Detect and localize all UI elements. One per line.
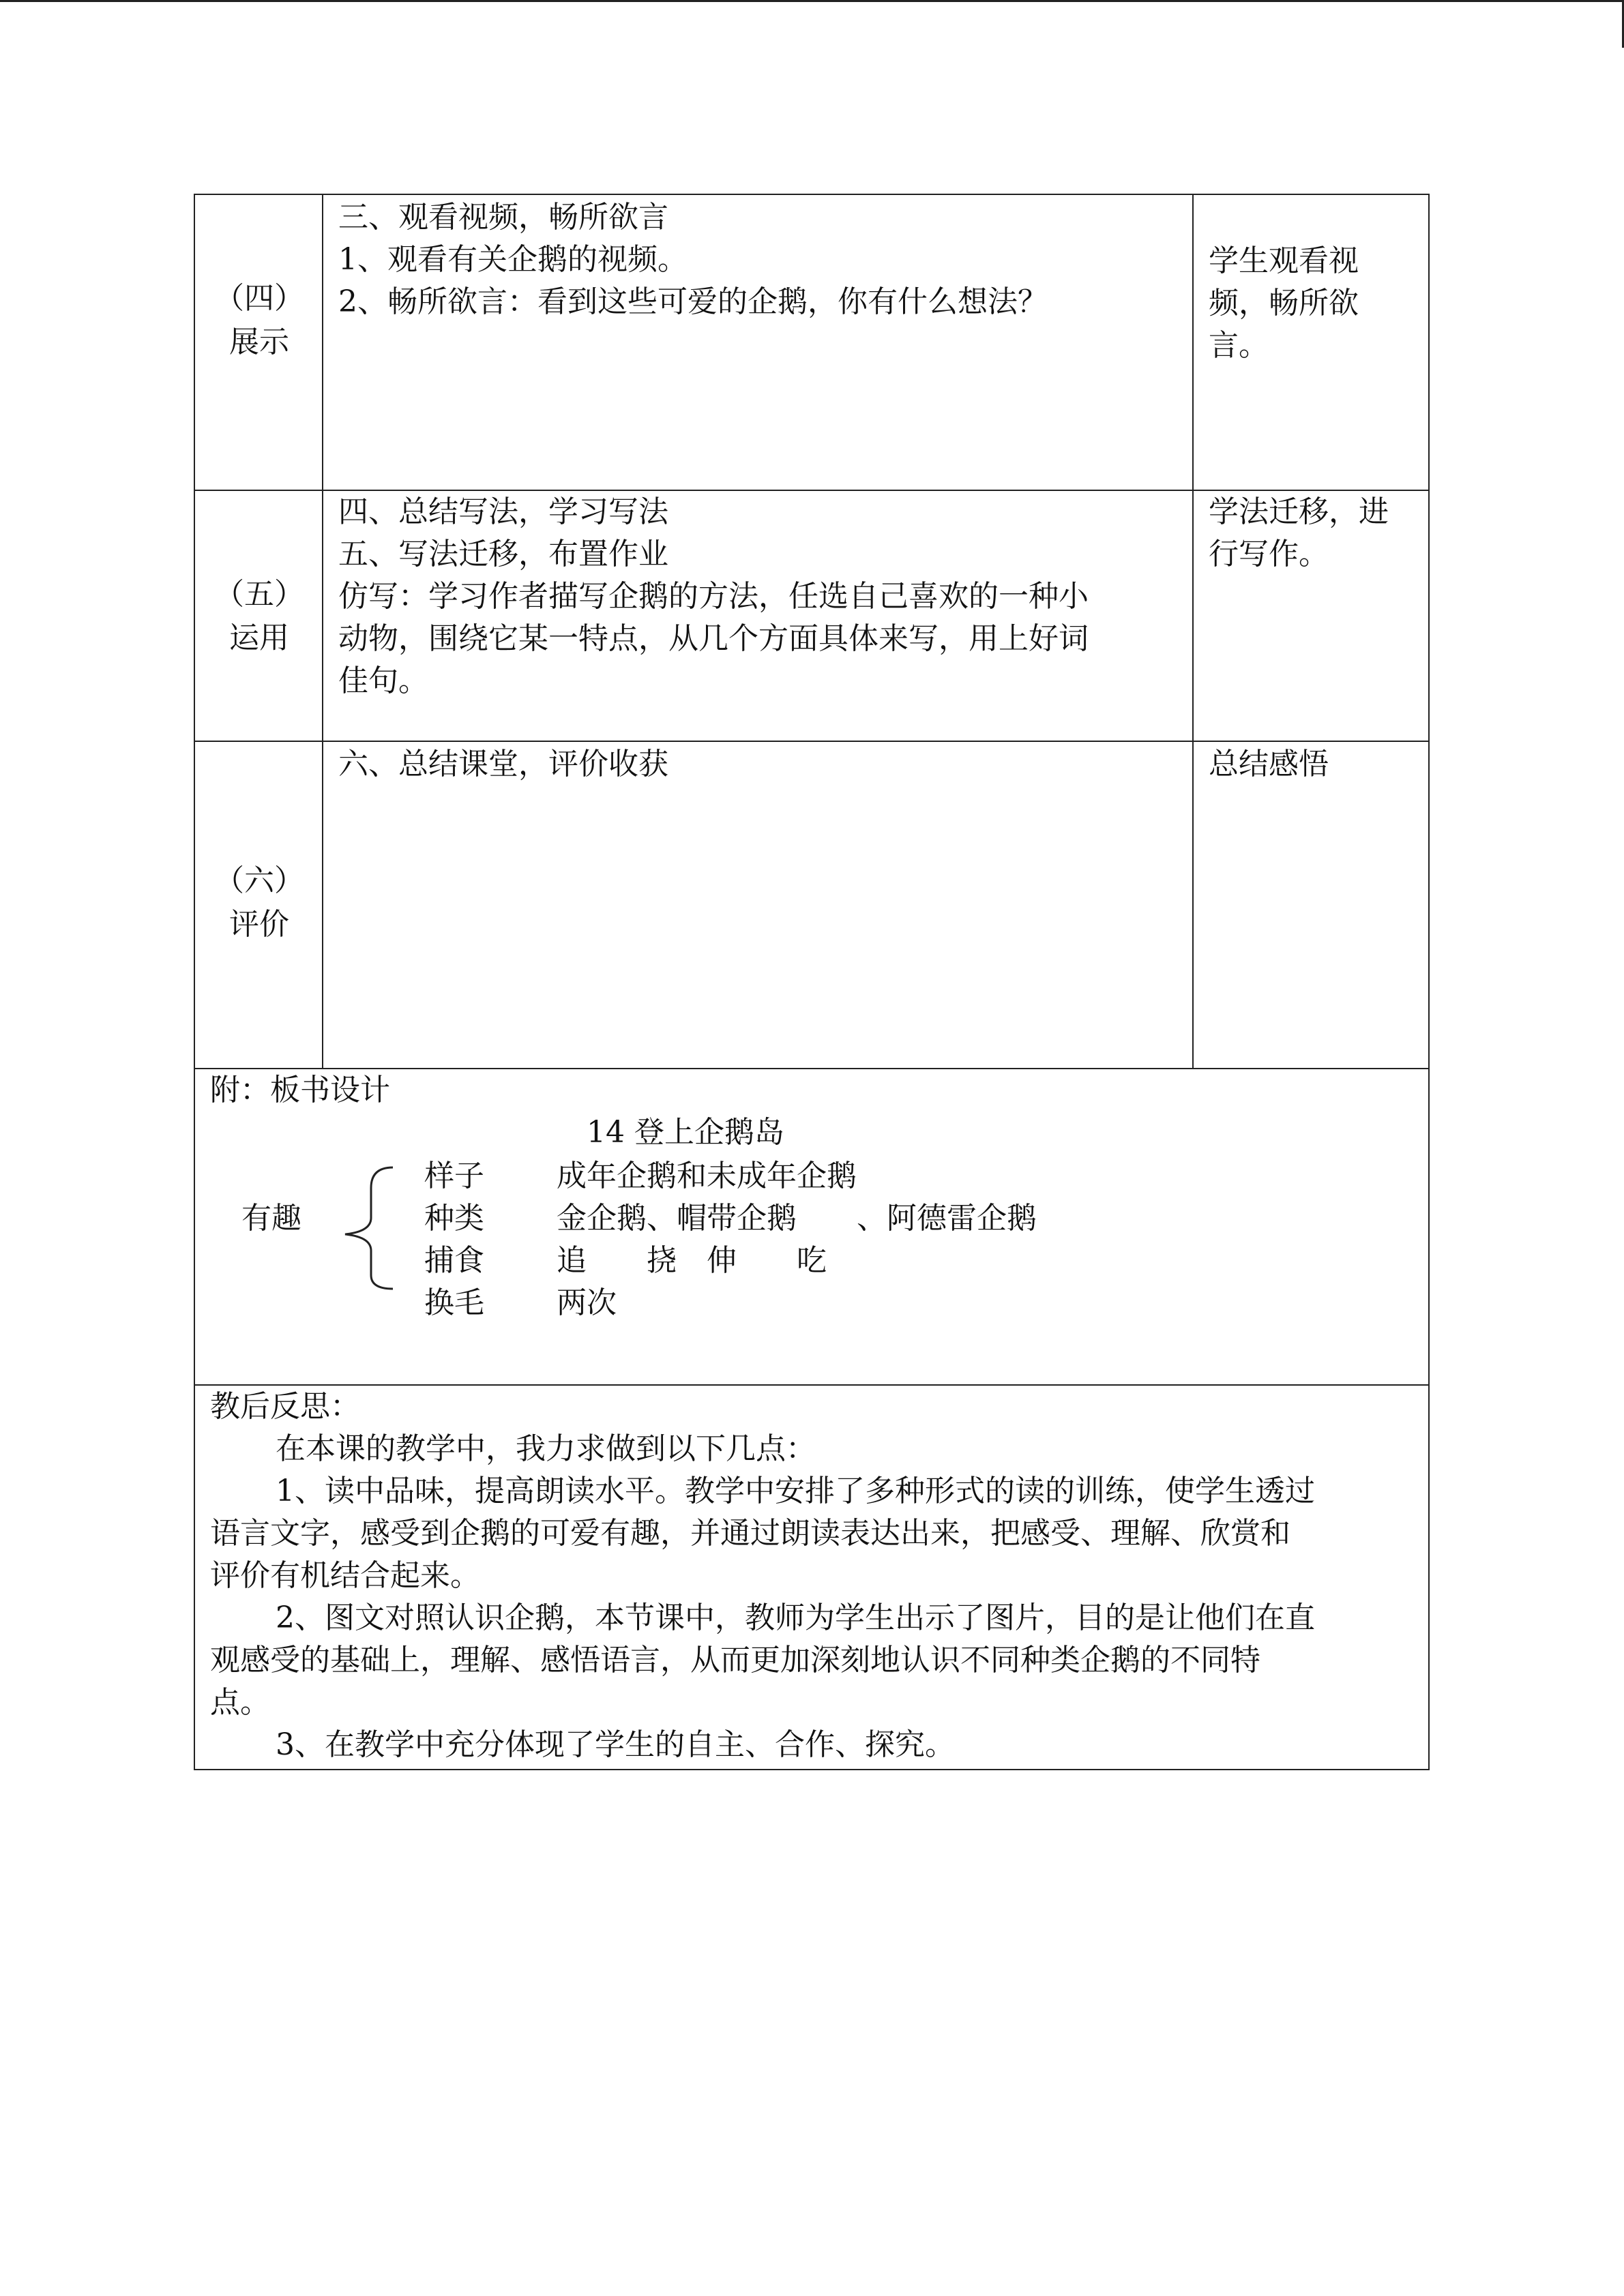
stage-label-name: 运用 (229, 621, 289, 655)
row-display (194, 194, 1430, 491)
student-line: 行写作。 (1209, 537, 1329, 571)
teacher-line: 四、总结写法，学习写法 (338, 494, 668, 529)
lesson-plan-table (194, 194, 1430, 1770)
board-heading: 附：板书设计 (210, 1073, 390, 1107)
reflection-section (194, 1384, 1430, 1770)
reflection-line: 1、读中品味，提高朗读水平。教学中安排了多种形式的读的训练，使学生透过 (276, 1474, 1315, 1508)
student-line: 总结感悟 (1209, 747, 1329, 781)
curly-brace-icon (331, 1159, 407, 1296)
reflection-line: 3、在教学中充分体现了学生的自主、合作、探究。 (276, 1727, 955, 1762)
board-branch-content: 两次 (557, 1285, 617, 1320)
reflection-line: 点。 (210, 1685, 270, 1720)
stage-label-number: （四） (214, 281, 304, 316)
student-line: 学生观看视 (1209, 243, 1359, 278)
page-top-border (0, 0, 1624, 2)
teacher-line: 仿写：学习作者描写企鹅的方法，任选自己喜欢的一种小 (338, 579, 1089, 614)
stage-label-name: 评价 (229, 907, 289, 942)
board-branch-content: 追 挠 伸 吃 (557, 1243, 827, 1278)
stage-label-number: （五） (214, 577, 304, 612)
board-branch-label: 样子 (424, 1159, 484, 1193)
teacher-line: 三、观看视频，畅所欲言 (338, 200, 668, 235)
board-root-label: 有趣 (241, 1201, 301, 1236)
teacher-line: 动物，围绕它某一特点，从几个方面具体来写，用上好词 (338, 621, 1089, 656)
row-evaluate (194, 741, 1430, 1069)
board-branch-content: 成年企鹅和未成年企鹅 (557, 1159, 857, 1193)
board-branch-label: 捕食 (424, 1243, 484, 1278)
teacher-line: 2、畅所欲言：看到这些可爱的企鹅，你有什么想法？ (338, 284, 1048, 319)
teacher-line: 六、总结课堂，评价收获 (338, 747, 668, 781)
reflection-heading: 教后反思： (210, 1389, 360, 1424)
student-cell (1192, 741, 1430, 1069)
stage-label-number: （六） (214, 863, 304, 898)
student-line: 频，畅所欲 (1209, 286, 1359, 320)
student-line: 言。 (1209, 328, 1269, 363)
teacher-line: 1、观看有关企鹅的视频。 (338, 242, 688, 277)
board-branch-content: 金企鹅、帽带企鹅 、阿德雷企鹅 (557, 1201, 1037, 1236)
board-branch-label: 换毛 (424, 1285, 484, 1320)
teacher-line: 五、写法迁移，布置作业 (338, 537, 668, 571)
reflection-line: 在本课的教学中，我力求做到以下几点： (276, 1431, 816, 1466)
reflection-line: 语言文字，感受到企鹅的可爱有趣，并通过朗读表达出来，把感受、理解、欣赏和 (210, 1516, 1290, 1551)
row-apply (194, 490, 1430, 742)
teacher-line: 佳句。 (338, 664, 428, 698)
stage-label-name: 展示 (229, 325, 289, 359)
board-title: 14 登上企鹅岛 (587, 1115, 784, 1150)
student-line: 学法迁移，进 (1209, 494, 1389, 529)
board-design-section (194, 1068, 1430, 1386)
board-branch-label: 种类 (424, 1201, 484, 1236)
reflection-line: 2、图文对照认识企鹅，本节课中，教师为学生出示了图片，目的是让他们在直 (276, 1600, 1315, 1635)
reflection-line: 评价有机结合起来。 (210, 1558, 480, 1593)
reflection-line: 观感受的基础上，理解、感悟语言，从而更加深刻地认识不同种类企鹅的不同特 (210, 1643, 1260, 1678)
